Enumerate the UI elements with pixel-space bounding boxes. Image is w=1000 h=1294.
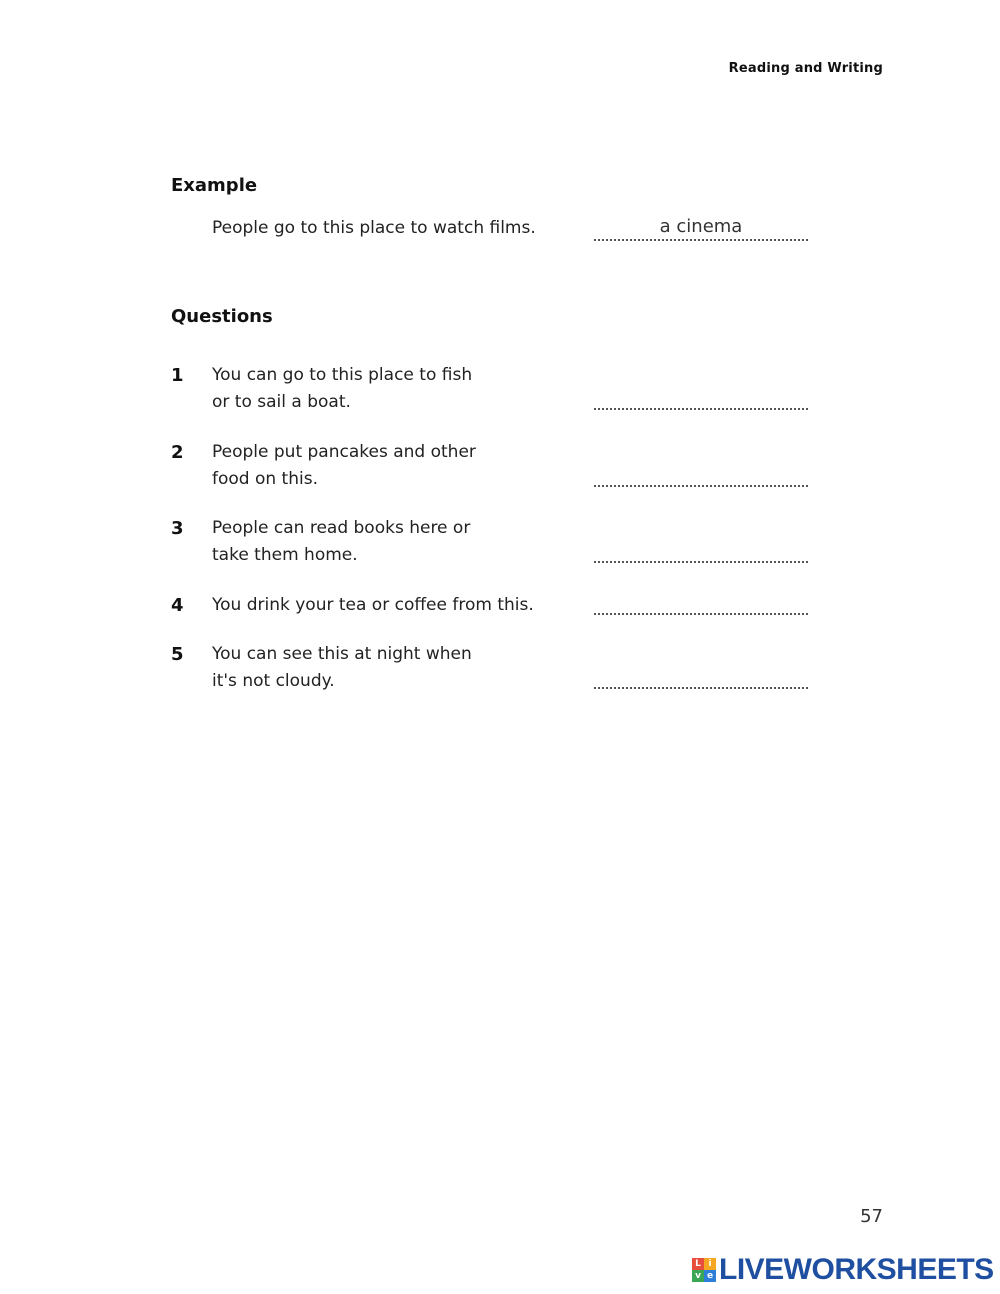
- question-number: 3: [171, 518, 184, 539]
- question-text-line2: food on this.: [212, 469, 318, 489]
- example-answer-field: [594, 215, 808, 241]
- question-text-line1: People can read books here or: [212, 518, 471, 538]
- question-number: 2: [171, 442, 184, 463]
- page-number: 57: [860, 1206, 883, 1227]
- answer-input[interactable]: [594, 537, 808, 563]
- question-text-line1: You drink your tea or coffee from this.: [212, 595, 534, 615]
- question-3: [171, 515, 811, 575]
- question-text-line1: You can see this at night when: [212, 644, 472, 664]
- question-number: 5: [171, 644, 184, 665]
- liveworksheets-logo-icon: [692, 1258, 716, 1282]
- questions-heading: Questions: [171, 306, 273, 327]
- example-answer-text: a cinema: [659, 216, 743, 237]
- logo-tile: i: [704, 1258, 716, 1270]
- question-text: [212, 641, 542, 695]
- section-header: Reading and Writing: [728, 61, 883, 76]
- question-text-line2: or to sail a boat.: [212, 392, 351, 412]
- question-number: 1: [171, 365, 184, 386]
- answer-input[interactable]: [594, 589, 808, 615]
- question-1: [171, 362, 811, 422]
- example-heading: Example: [171, 175, 258, 196]
- example-row: [171, 215, 811, 275]
- question-text-line2: it's not cloudy.: [212, 671, 335, 691]
- question-text-line1: You can go to this place to fish: [212, 365, 473, 385]
- question-text: [212, 439, 542, 493]
- question-text-line1: People put pancakes and other: [212, 442, 476, 462]
- answer-input[interactable]: [594, 384, 808, 410]
- logo-tile: e: [704, 1270, 716, 1282]
- answer-input[interactable]: [594, 461, 808, 487]
- answer-input[interactable]: [594, 663, 808, 689]
- question-text: [212, 362, 542, 416]
- question-number: 4: [171, 595, 184, 616]
- brand-name: LIVEWORKSHEETS: [719, 1253, 994, 1286]
- example-prompt-line: People go to this place to watch films.: [212, 218, 536, 238]
- question-2: [171, 439, 811, 499]
- question-5: [171, 641, 811, 701]
- example-prompt: [212, 215, 542, 242]
- question-text-line2: take them home.: [212, 545, 358, 565]
- question-text: [212, 592, 542, 619]
- liveworksheets-brand: [692, 1254, 994, 1286]
- logo-tile: L: [692, 1258, 704, 1270]
- logo-tile: v: [692, 1270, 704, 1282]
- question-text: [212, 515, 542, 569]
